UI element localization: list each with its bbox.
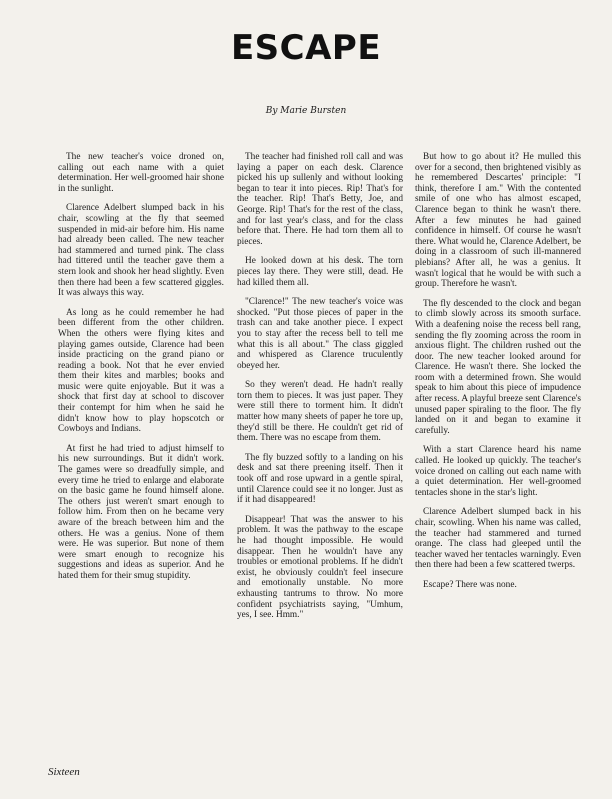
paragraph: At first he had tried to adjust himself to his new surroundings. But it didn't work. The games were so dreadfully simple, and every time he tried to enlarge and elaborate on the basic game he found himself alone. The others just weren't smart enough to follow him. From then on he became very aware of the breach between him and the others. He was a genius. None of them were. He was superior. But none of them were smart enough to recognize his suggestions and ideas as superior. And he hated them for their smug stupidity. <box>58 443 224 581</box>
story-title: ESCAPE <box>230 28 382 68</box>
paragraph: The fly descended to the clock and began to climb slowly across its smooth surface. With a deafening noise the recess bell rang, sending the fly zooming across the room in anxious flight. The children rushed out the door. The new teacher looked around for Clarence. He wasn't there. She locked the room with a determined frown. She would speak to him about this piece of impudence after recess. A playful breeze sent Clarence's unused paper spiraling to the floor. The fly landed on it and began to examine it carefully. <box>415 298 581 436</box>
paragraph: Disappear! That was the answer to his problem. It was the pathway to the escape he had thought impossible. He would disappear. Then he wouldn't have any troubles or emotional problems. If he didn't exist, he obviously couldn't feel insecure and emotionally unstable. No more exhausting tantrums to throw. No more confident psychiatrists saying, "Umhum, yes, I see. Hmm." <box>237 514 403 621</box>
paragraph: As long as he could remember he had been different from the other children. When the others were flying kites and playing games outside, Clarence had been inside practicing on the grand piano or reading a book. Not that he ever envied them their kites and marbles; books and music were quite enjoyable. But it was a shock that first day at school to discover their contempt for him when he said he didn't know how to play hopscotch or Cowboys and Indians. <box>58 307 224 435</box>
paragraph: The teacher had finished roll call and was laying a paper on each desk. Clarence picked his up sullenly and without looking began to tear it into pieces. Rip! That's for the teacher. Rip! That's Betty, Joe, and George. Rip! That's for the rest of the class, and for last year's class, and for the class before that. There. He had torn them all to pieces. <box>237 152 403 247</box>
text-column-2 <box>237 152 403 630</box>
paragraph: Clarence Adelbert slumped back in his chair, scowling. When his name was called, the teacher had stammered and turned orange. The class had gleeped until the teacher waved her tentacles warningly. Even then there had been a few scattered twerps. <box>415 507 581 571</box>
paragraph: But how to go about it? He mulled this over for a second, then brightened visibly as he remembered Descartes' principle: "I think, therefore I am." With the contented smile of one who has almost escaped, Clarence began to think he wasn't there. After a few minutes he had gained confidence in himself. Of course he wasn't there. What would he, Clarence Adelbert, be doing in a classroom of such ill-mannered plebians? After all, he was a genius. It wasn't logical that he would be with such a group. Therefore he wasn't. <box>415 152 581 290</box>
paragraph: He looked down at his desk. The torn pieces lay there. They were still, dead. He had killed them all. <box>237 256 403 288</box>
paragraph: The new teacher's voice droned on, calling out each name with a quiet determination. Her well-groomed hair shone in the sunlight. <box>58 152 224 194</box>
paragraph: Escape? There was none. <box>423 579 517 590</box>
text-column-1 <box>58 152 224 591</box>
paragraph: So they weren't dead. He hadn't really torn them to pieces. It was just paper. They were still there to torment him. It didn't matter how many sheets of paper he tore up, they'd still be there. He couldn't get rid of them. There was no escape from them. <box>237 380 403 444</box>
paragraph: With a start Clarence heard his name called. He looked up quickly. The teacher's voice droned on calling out each name with a quiet determination. Her well-groomed tentacles shone in the star's light. <box>415 445 581 498</box>
text-column-3 <box>415 152 581 600</box>
paragraph: Clarence Adelbert slumped back in his chair, scowling at the fly that seemed suspended in mid-air before him. His name had already been called. The new teacher had stammered and turned pink. The class had tittered until the teacher gave them a stern look and shook her head slightly. Even then there had been a few scattered giggles. It was always this way. <box>58 203 224 299</box>
paragraph: "Clarence!" The new teacher's voice was shocked. "Put those pieces of paper in the trash can and take another piece. I expect you to stay after the recess bell to tell me what this is all about." The class giggled and whispered as Clarence truculently obeyed her. <box>237 297 403 371</box>
page-number: Sixteen <box>48 766 80 778</box>
byline: By Marie Bursten <box>265 106 347 116</box>
paragraph: The fly buzzed softly to a landing on his desk and sat there preening itself. Then it took off and rose upward in a gentle spiral, until Clarence could see it no longer. Just as if it had disappeared! <box>237 452 403 506</box>
